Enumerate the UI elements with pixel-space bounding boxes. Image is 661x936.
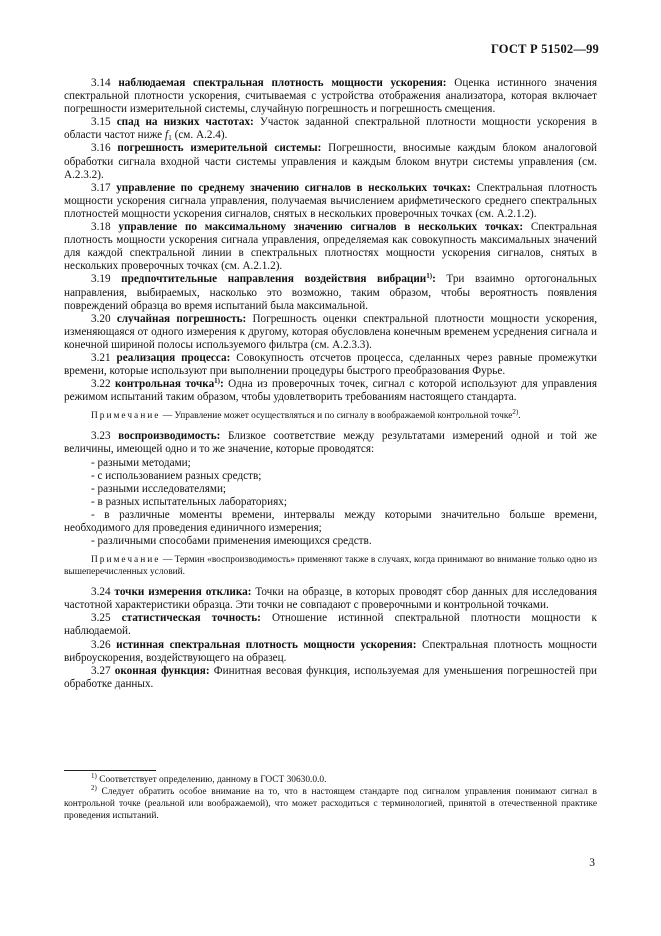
term: управление по максимальному значению сигналов в нескольких точках: [118,221,524,234]
note-1: Примечание — Управление может осуществляться и по сигналу в воображаемой контрольной точке$^{2)}$. [91,408,521,422]
footnote-ref: 2) [512,408,519,417]
term: точки измерения отклика: [114,586,252,599]
term: контрольная точка$^{1)}$: [115,377,224,391]
term: статистическая точность: [121,612,261,625]
section-3-14: 3.14 наблюдаемая спектральная плотность мощности ускорения: Оценка истинного значения спектральной плотности ускорения, считываемая с устройства отображения анализатора, которая включает погрешности измерительной системы, случайную погрешность и погрешность смещения. [64,77,597,116]
section-3-23: 3.23 воспроизводимость: Близкое соответствие между результатами измерений одной и той же величины, имеющей одно и то же значение, которые проводятся: [64,430,597,456]
section-3-19: 3.19 предпочтительные направления воздействия вибрации$^{1)}$: Три взаимно ортогональных направления, выбираемых, насколько это возможно, таким образом, чтобы вероятность появления повреждений образца во время испытаний была максимальной. [64,272,598,312]
section-3-20: 3.20 случайная погрешность: Погрешность оценки спектральной плотности мощности ускорения, изменяющаяся от одного измерения к другому, которая обусловлена конечным временем усреднения сигнала и конечной шириной полосы используемого фильтра (см. А.2.3.3). [64,312,598,351]
document-body [64,77,597,691]
frequency-symbol: f [164,129,169,142]
list-item: - различными способами применения имеющихся средств. [91,535,372,548]
footnote-divider [64,770,156,771]
section-3-22: 3.22 контрольная точка$^{1)}$: Одна из проверочных точек, сигнал с которой используют для управления режимом испытаний таким образом, чтобы удовлетворить требованиям настоящего стандарта. [64,377,597,404]
term: предпочтительные направления воздействия вибрации$^{1)}$: [121,272,436,286]
footnote-1: $^{1)}$ Соответствует определению, данному в ГОСТ 30630.0.0. [91,772,327,785]
section-3-24: 3.24 точки измерения отклика: Точки на образце, в которых проводят сбор данных для исследования частотной характеристики образца. Эти точки не совпадают с проверочными и контрольной точками. [64,586,598,612]
list-item: - с использованием разных средств; [91,469,262,482]
section-3-17: 3.17 управление по среднему значению сигналов в нескольких точках: Спектральная плотность мощности ускорения сигнала управления, получаемая вычислением арифметического среднего спектральных плотностей мощности ускорения сигналов, снятых в нескольких проверочных точках (см. А.2.1.2). [64,181,598,220]
section-3-21: 3.21 реализация процесса: Совокупность отсчетов процесса, сделанных через равные промежутки времени, которые используют при выполнении процедуры быстрого преобразования Фурье. [64,351,598,378]
section-3-16: 3.16 погрешность измерительной системы: Погрешности, вносимые каждым блоком аналоговой обработки сигнала входной части системы управления и каждым блоком внутри системы управления (см. А.2.3.2). [64,142,598,181]
list-item: - разными методами; [91,456,191,469]
note-2: Примечание — Термин «воспроизводимость» применяют также в случаях, когда принимают во внимание только одно из вышеперечисленных условий. [64,555,597,578]
term: случайная погрешность: [116,312,247,325]
section-3-18: 3.18 управление по максимальному значению сигналов в нескольких точках: Спектральная плотность мощности ускорения сигнала управления, определяемая как совокупность максимальных значений для каждой спектральной линии в спектральных плотностях мощности ускорения сигналов, снятых в нескольких проверочных точках (см. А.2.1.2). [64,221,598,273]
footnote-ref: 1) [214,377,221,386]
section-3-15: 3.15 спад на низких частотах: Участок заданной спектральной плотности мощности ускорения в области частот ниже $f_1$ (см. А.2.4). [64,116,597,143]
list-item: - разными исследователями; [91,482,227,495]
term: оконная функция: [114,664,210,677]
footnote-ref: 1) [426,272,433,281]
list-item: - в разных испытательных лабораториях; [91,495,287,508]
section-3-25: 3.25 статистическая точность: Отношение истинной спектральной плотности мощности к наблюдаемой. [64,612,597,638]
term: реализация процесса: [116,351,231,364]
document-code-header: ГОСТ Р 51502—99 [490,42,599,56]
footnote-2: $^{2)}$ Следует обратить особое внимание на то, что в настоящем стандарте под сигналом управления понимают сигнал в контрольной точке (реальной или воображаемой), что может расходиться с терминологией, принятой в отечественной практике проведения испытаний. [64,784,597,821]
term: истинная спектральная плотность мощности ускорения: [116,638,417,651]
page-number: 3 [589,857,595,869]
section-3-26: 3.26 истинная спектральная плотность мощности ускорения: Спектральная плотность мощности виброускорения, воздействующего на образец. [64,638,597,664]
list-item: - в различные моменты времени, интервалы между которыми значительно больше времени, необходимого для проведения единичного измерения; [64,508,597,534]
term: погрешность измерительной системы: [117,142,322,155]
section-3-27: 3.27 оконная функция: Финитная весовая функция, используемая для уменьшения погрешностей при обработке данных. [64,664,597,690]
term: наблюдаемая спектральная плотность мощности ускорения: [118,77,447,89]
term: управление по среднему значению сигналов в нескольких точках: [116,181,471,194]
term: воспроизводимость: [118,430,221,443]
footnotes [64,774,597,822]
term: спад на низких частотах: [116,116,254,129]
